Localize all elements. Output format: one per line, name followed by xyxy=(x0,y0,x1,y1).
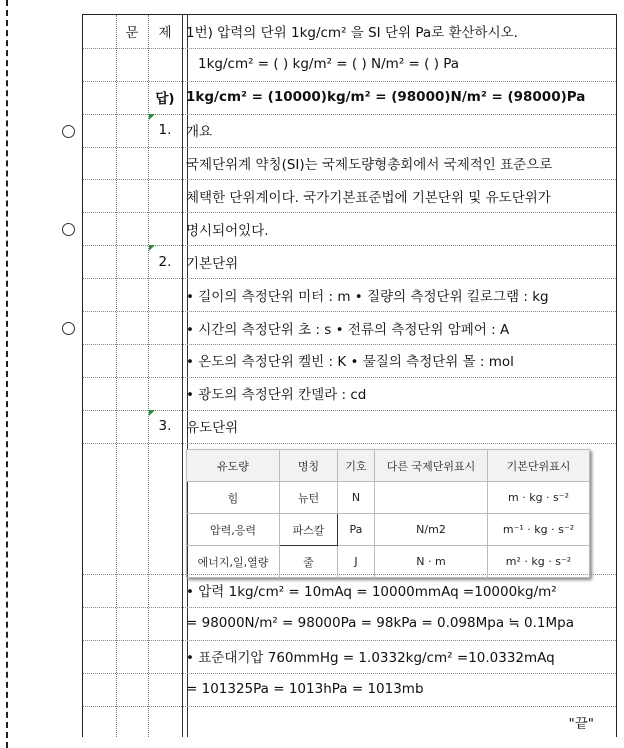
punch-hole-1 xyxy=(62,125,75,138)
section-number: 3. xyxy=(158,418,172,435)
question-blank: 1kg/cm² = ( ) kg/m² = ( ) N/m² = ( ) Pa xyxy=(198,56,460,73)
base-unit-line: • 시간의 측정단위 초 : s • 전류의 측정단위 암페어 : A xyxy=(186,321,510,338)
table-row xyxy=(187,514,590,546)
section-title: 유도단위 xyxy=(186,420,239,437)
end-mark: "끝" xyxy=(568,716,594,733)
table-cell: Pa xyxy=(338,514,375,546)
table-header-cell: 다른 국제단위표시 xyxy=(375,450,488,482)
sheet-row xyxy=(83,48,616,82)
sheet-row xyxy=(83,640,616,674)
table-cell: 줄 xyxy=(280,546,338,578)
sheet-row xyxy=(83,114,616,148)
sheet-row xyxy=(83,311,616,345)
punch-hole-3 xyxy=(62,322,75,335)
table-cell: m⁻¹ · kg · s⁻² xyxy=(488,514,590,546)
sheet-row xyxy=(83,278,616,312)
sheet-row xyxy=(83,410,616,444)
table-header-row xyxy=(187,450,590,482)
table-header-cell: 기본단위표시 xyxy=(488,450,590,482)
header-label-mun: 문 xyxy=(125,25,139,42)
punch-hole-2 xyxy=(62,223,75,236)
section-number: 2. xyxy=(158,253,172,270)
sheet-row xyxy=(83,180,616,214)
sheet-row xyxy=(83,673,616,707)
derived-units-table xyxy=(186,449,590,578)
table-cell: m² · kg · s⁻² xyxy=(488,546,590,578)
section-number: 1. xyxy=(158,122,172,139)
section-title: 기본단위 xyxy=(186,255,239,272)
table-cell: 에너지,일,열량 xyxy=(187,546,280,578)
conversion-line: • 표준대기압 760mmHg = 1.0332kg/cm² =10.0332mAq xyxy=(186,650,555,667)
answer-label: 답) xyxy=(155,91,175,108)
sheet-row xyxy=(83,377,616,411)
base-unit-line: • 온도의 측정단위 켈빈 : K • 물질의 측정단위 몰 : mol xyxy=(186,354,514,371)
table-cell: m · kg · s⁻² xyxy=(488,482,590,514)
sheet-row xyxy=(83,245,616,279)
table-header-cell: 명칭 xyxy=(280,450,338,482)
table-cell: N xyxy=(338,482,375,514)
table-cell: N · m xyxy=(375,546,488,578)
binding-dashed-line xyxy=(6,0,8,748)
conversion-line: = 98000N/m² = 98000Pa = 98kPa = 0.098Mpa ≒ 0.1Mpa xyxy=(186,615,574,632)
overview-line: 명시되어있다. xyxy=(186,222,269,239)
sheet-row xyxy=(83,706,616,739)
header-label-je: 제 xyxy=(158,25,172,42)
sheet-row xyxy=(83,344,616,378)
sheet-row xyxy=(83,147,616,181)
table-header-cell: 유도량 xyxy=(187,450,280,482)
table-cell: 힘 xyxy=(187,482,280,514)
table-cell: 뉴턴 xyxy=(280,482,338,514)
table-header-cell: 기호 xyxy=(338,450,375,482)
table-row xyxy=(187,546,590,578)
base-unit-line: • 광도의 측정단위 칸델라 : cd xyxy=(186,387,367,404)
table-cell-selected[interactable]: 파스칼 xyxy=(280,514,338,546)
answer-text: 1kg/cm² = (10000)kg/m² = (98000)N/m² = (98000)Pa xyxy=(186,89,586,106)
table-row xyxy=(187,482,590,514)
sheet-row xyxy=(83,212,616,246)
answer-sheet xyxy=(82,14,617,737)
sheet-row xyxy=(83,81,616,115)
conversion-line: = 101325Pa = 1013hPa = 1013mb xyxy=(186,681,424,698)
conversion-line: • 압력 1kg/cm² = 10mAq = 10000mmAq =10000kg/m² xyxy=(186,584,557,601)
table-cell xyxy=(375,482,488,514)
sheet-row xyxy=(83,607,616,641)
sheet-row xyxy=(83,574,616,608)
question-text: 1번) 압력의 단위 1kg/cm² 을 SI 단위 Pa로 환산하시오. xyxy=(186,25,518,42)
table-cell: N/m2 xyxy=(375,514,488,546)
base-unit-line: • 길이의 측정단위 미터 : m • 질량의 측정단위 킬로그램 : kg xyxy=(186,288,549,305)
overview-line: 체택한 단위계이다. 국가기본표준법에 기본단위 및 유도단위가 xyxy=(186,189,551,206)
section-title: 개요 xyxy=(186,124,213,141)
table-cell: J xyxy=(338,546,375,578)
sheet-row xyxy=(83,15,616,49)
overview-line: 국제단위계 약칭(SI)는 국제도량형총회에서 국제적인 표준으로 xyxy=(186,157,553,174)
table-cell: 압력,응력 xyxy=(187,514,280,546)
